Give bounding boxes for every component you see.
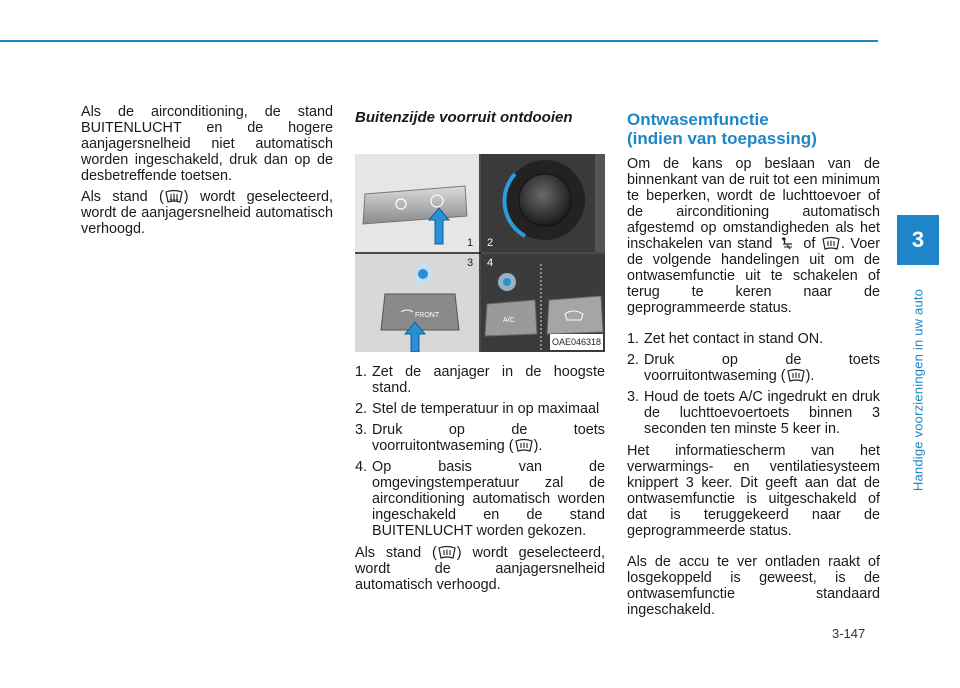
windshield-defrost-icon [164, 189, 184, 204]
figure-label-4: 4 [487, 257, 494, 269]
ac-button-label: A/C [503, 317, 515, 324]
climate-panel-illustration [355, 154, 605, 352]
step-list [355, 364, 605, 539]
list-item: 4. Op basis van de omgevingstemperatuur zal de airconditioning automatisch worden ingeschakeld en de stand BUITENLUCHT worden gekozen. [355, 459, 605, 539]
paragraph: Als stand ( ) wordt geselecteerd, wordt de aanjagersnelheid automatisch verhoogd. [81, 189, 333, 237]
chapter-title: Handige voorzieningen in uw auto [910, 288, 926, 492]
paragraph: Als de accu te ver ontladen raakt of losgekoppeld is geweest, is de ontwasemfunctie standaard ingeschakeld. [627, 554, 880, 618]
windshield-defrost-icon [437, 545, 457, 560]
top-rule [0, 40, 878, 42]
list-item: 2. Druk op de toets voorruitontwaseming ( ). [627, 352, 880, 384]
front-button-label: FRONT [415, 312, 440, 319]
windshield-defrost-icon [786, 368, 806, 383]
chapter-title-vertical [900, 275, 936, 505]
paragraph: Als de airconditioning, de stand BUITENLUCHT en de hogere aanjagersnelheid niet automatisch worden ingeschakeld, druk dan op de desbetreffende toetsen. [81, 104, 333, 184]
list-item: 2. Stel de temperatuur in op maximaal [355, 401, 600, 417]
chapter-number: 3 [911, 227, 925, 252]
chapter-tab [897, 215, 939, 265]
figure-caption: OAE046318 [550, 334, 603, 350]
page-number: 3-147 [832, 626, 866, 641]
list-item: 1. Zet de aanjager in de hoogste stand. [355, 364, 605, 396]
column-right [627, 110, 880, 623]
list-item: 3. Druk op de toets voorruitontwaseming ( ). [355, 422, 605, 454]
paragraph: Om de kans op beslaan van de binnenkant van de ruit tot een minimum te beperken, wordt de luchttoevoer of de airconditioning automatisch afgestemd op omstandigheden als het inschakelen van stand of . Voer de volgende handelingen uit om de ontwasemfunctie uit te schakelen of terug te keren naar de geprogrammeerde status. [627, 156, 881, 316]
section-subheading: Buitenzijde voorruit ontdooien [355, 109, 573, 126]
column-middle [355, 110, 605, 598]
windshield-defrost-icon [821, 236, 841, 251]
figure-label-2: 2 [487, 237, 494, 249]
section-heading: Ontwasemfunctie (indien van toepassing) [627, 110, 817, 148]
windshield-defrost-icon [514, 438, 534, 453]
step-list [627, 331, 880, 437]
list-item: 3. Houd de toets A/C ingedrukt en druk de luchttoevoertoets binnen 3 seconden ten minste 5 keer in. [627, 389, 880, 437]
floor-defrost-icon [778, 236, 798, 251]
figure-label-1: 1 [467, 237, 474, 249]
climate-control-figure [355, 154, 605, 352]
list-item: 1. Zet het contact in stand ON. [627, 331, 824, 347]
paragraph: Het informatiescherm van het verwarmings- en ventilatiesysteem knippert 3 keer. Dit geeft aan dat de ontwasemfunctie is uitgeschakeld of dat is teruggekeerd naar de geprogrammeerde status. [627, 443, 880, 539]
paragraph: Als stand ( ) wordt geselecteerd, wordt de aanjagersnelheid automatisch verhoogd. [355, 545, 605, 593]
figure-label-3: 3 [467, 257, 474, 269]
column-left [81, 104, 333, 242]
